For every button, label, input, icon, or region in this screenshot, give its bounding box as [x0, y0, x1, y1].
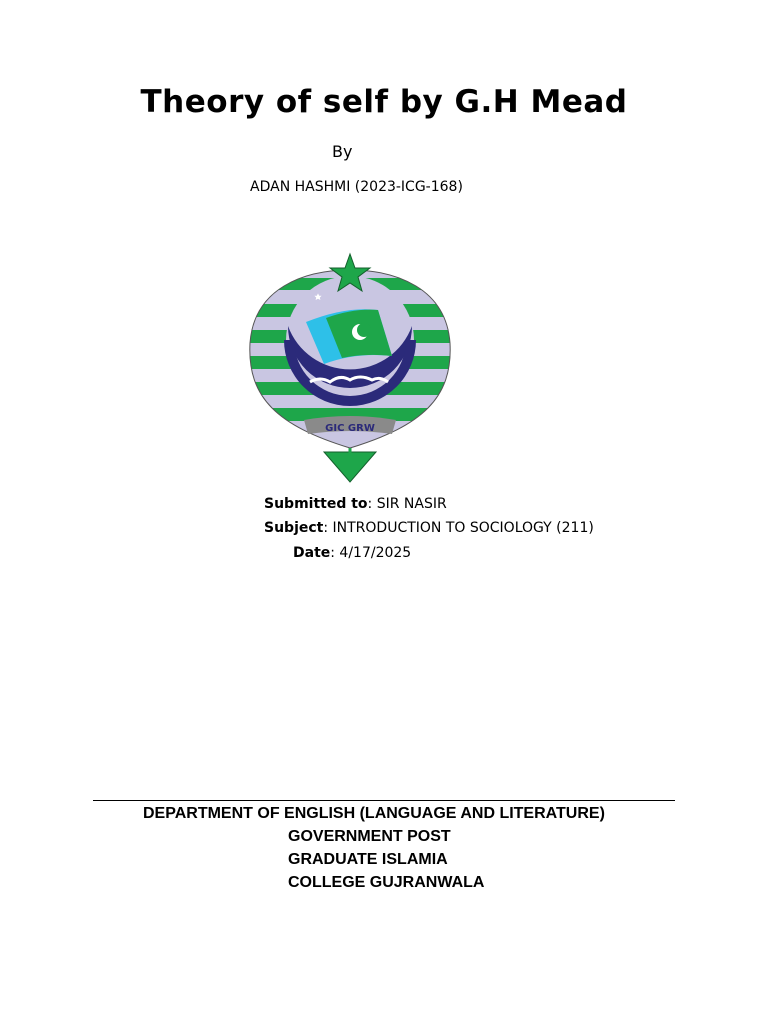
author-name: ADAN HASHMI (2023-ICG-168)	[250, 179, 463, 195]
logo-band-text: GIC GRW	[325, 423, 375, 434]
document-title: Theory of self by G.H Mead	[140, 84, 628, 120]
subject-value: : INTRODUCTION TO SOCIOLOGY (211)	[323, 520, 594, 536]
college-name-line-1: GOVERNMENT POST	[288, 828, 451, 845]
college-name-line-3: COLLEGE GUJRANWALA	[288, 874, 485, 891]
by-label: By	[332, 142, 353, 161]
date-label: Date	[293, 545, 331, 561]
footer-divider	[93, 800, 675, 801]
subject-label: Subject	[264, 520, 324, 536]
submitted-to-label: Submitted to	[264, 496, 368, 512]
date-value: : 4/17/2025	[330, 545, 412, 561]
subject-line	[264, 520, 594, 536]
submitted-to-value: : SIR NASIR	[367, 496, 447, 512]
submitted-to-line	[264, 496, 447, 512]
department-name: DEPARTMENT OF ENGLISH (LANGUAGE AND LITERATURE)	[143, 805, 605, 822]
date-line	[293, 545, 411, 561]
college-name-line-2: GRADUATE ISLAMIA	[288, 851, 448, 868]
college-crest-logo	[246, 248, 454, 486]
